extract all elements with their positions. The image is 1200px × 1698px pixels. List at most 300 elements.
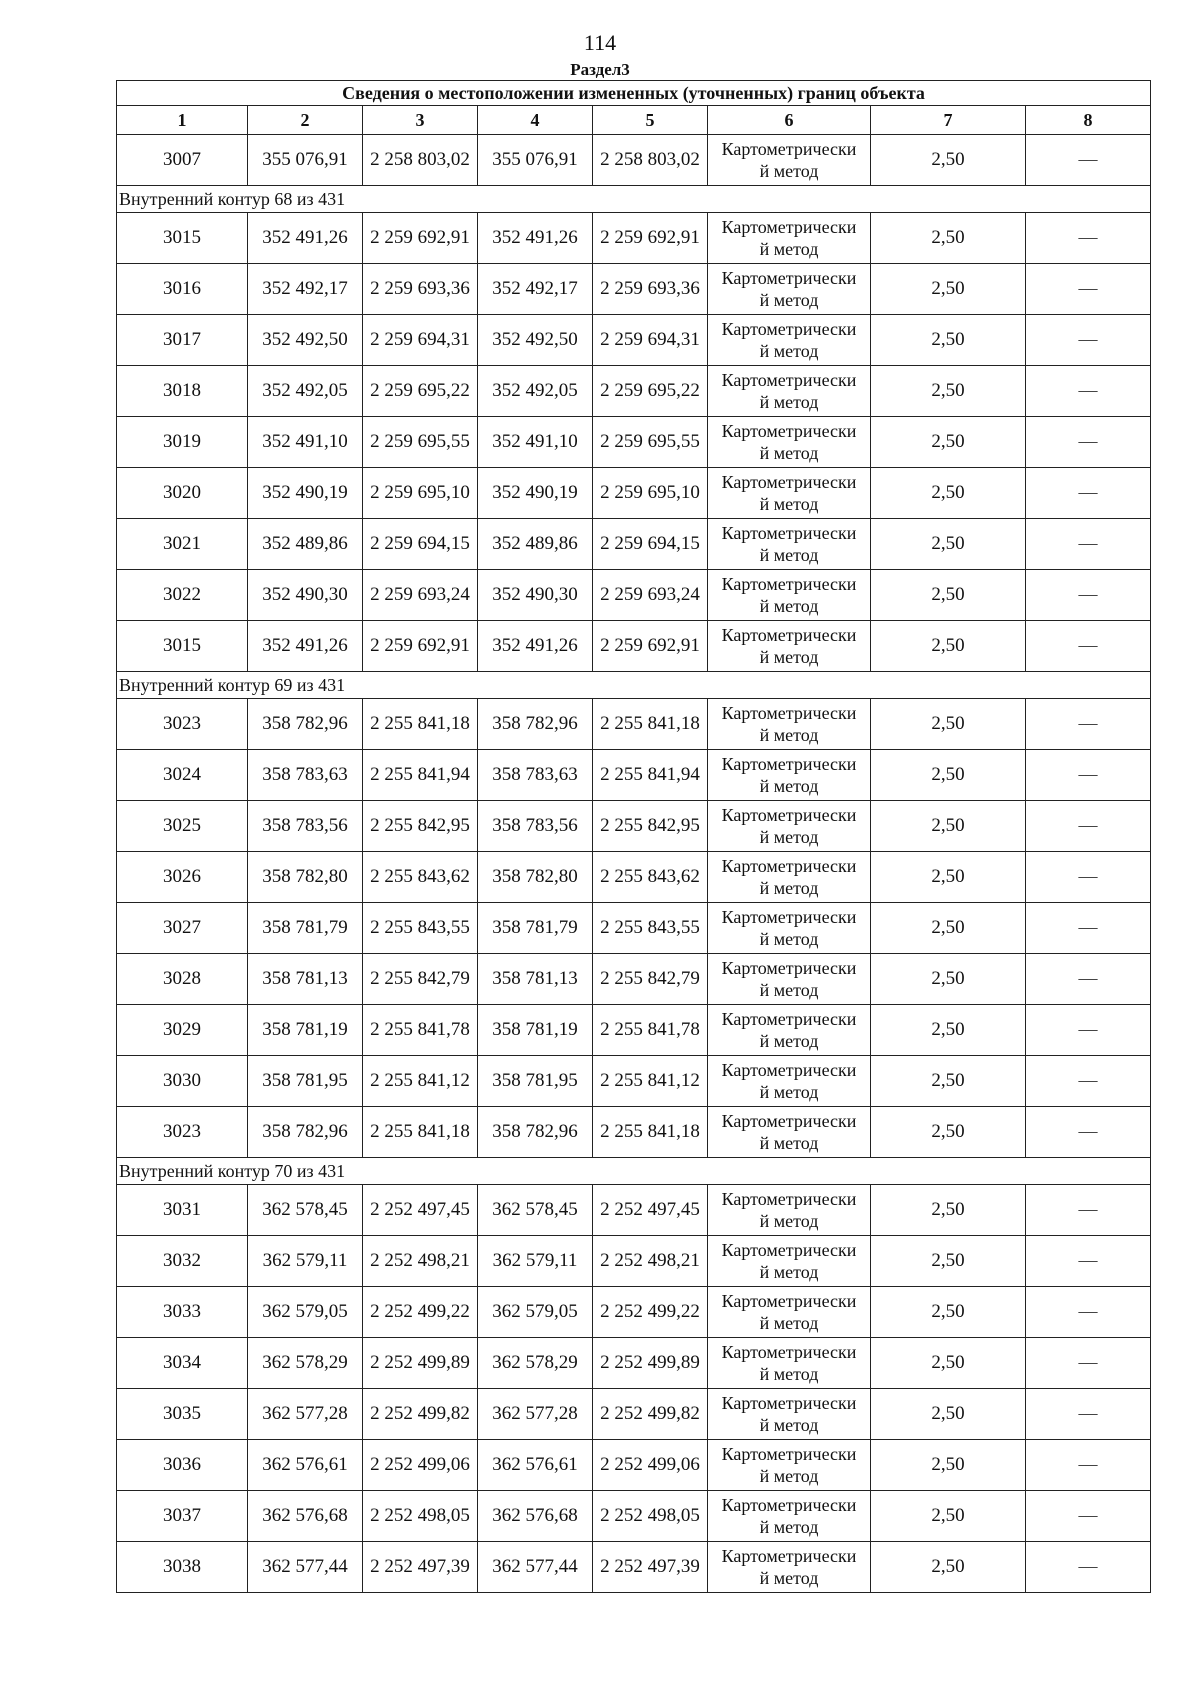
- column-number: 7: [871, 106, 1026, 135]
- column-number: 2: [248, 106, 363, 135]
- contour-header-row: [117, 1158, 1151, 1185]
- x-new-cell: 358 782,96: [478, 1107, 593, 1158]
- note-cell: —: [1026, 417, 1151, 468]
- x-existing-cell: 352 491,10: [248, 417, 363, 468]
- x-existing-cell: 352 490,19: [248, 468, 363, 519]
- contour-label: Внутренний контур 68 из 431: [117, 186, 1151, 213]
- method-cell: [708, 1491, 871, 1542]
- y-new-cell: 2 259 694,31: [593, 315, 708, 366]
- x-existing-cell: 352 491,26: [248, 621, 363, 672]
- accuracy-cell: 2,50: [871, 1440, 1026, 1491]
- contour-label: Внутренний контур 69 из 431: [117, 672, 1151, 699]
- point-number-cell: 3019: [117, 417, 248, 468]
- y-existing-cell: 2 255 843,62: [363, 852, 478, 903]
- method-text-line: й метод: [759, 827, 819, 847]
- method-text-line: Картометрически: [721, 472, 857, 492]
- accuracy-cell: 2,50: [871, 1236, 1026, 1287]
- method-cell: [708, 903, 871, 954]
- y-new-cell: 2 259 692,91: [593, 213, 708, 264]
- x-existing-cell: 355 076,91: [248, 135, 363, 186]
- x-existing-cell: 352 492,50: [248, 315, 363, 366]
- note-cell: —: [1026, 264, 1151, 315]
- point-number-cell: 3036: [117, 1440, 248, 1491]
- method-cell: [708, 366, 871, 417]
- method-text-line: Картометрически: [721, 625, 857, 645]
- point-number-cell: 3017: [117, 315, 248, 366]
- y-new-cell: 2 259 695,10: [593, 468, 708, 519]
- note-cell: —: [1026, 366, 1151, 417]
- table-body: [117, 135, 1151, 1593]
- table-row: [117, 366, 1151, 417]
- method-cell: [708, 750, 871, 801]
- method-text-line: й метод: [759, 725, 819, 745]
- note-cell: —: [1026, 1005, 1151, 1056]
- method-text-line: й метод: [759, 341, 819, 361]
- x-new-cell: 362 576,61: [478, 1440, 593, 1491]
- x-existing-cell: 358 782,80: [248, 852, 363, 903]
- table-row: [117, 1389, 1151, 1440]
- y-existing-cell: 2 255 841,18: [363, 699, 478, 750]
- x-existing-cell: 358 783,63: [248, 750, 363, 801]
- table-row: [117, 1287, 1151, 1338]
- x-existing-cell: 358 781,79: [248, 903, 363, 954]
- note-cell: —: [1026, 1056, 1151, 1107]
- method-text-line: Картометрически: [721, 1111, 857, 1131]
- method-text-line: Картометрически: [721, 370, 857, 390]
- note-cell: —: [1026, 852, 1151, 903]
- section-label: Раздел3: [570, 60, 630, 79]
- accuracy-cell: 2,50: [871, 570, 1026, 621]
- y-existing-cell: 2 255 842,95: [363, 801, 478, 852]
- y-new-cell: 2 255 841,94: [593, 750, 708, 801]
- accuracy-cell: 2,50: [871, 519, 1026, 570]
- x-new-cell: 362 579,11: [478, 1236, 593, 1287]
- point-number-cell: 3024: [117, 750, 248, 801]
- column-number: 3: [363, 106, 478, 135]
- y-existing-cell: 2 255 842,79: [363, 954, 478, 1005]
- x-new-cell: 358 781,19: [478, 1005, 593, 1056]
- accuracy-cell: 2,50: [871, 1389, 1026, 1440]
- boundary-table: [116, 80, 1151, 1593]
- x-existing-cell: 352 489,86: [248, 519, 363, 570]
- method-cell: [708, 621, 871, 672]
- y-existing-cell: 2 252 499,82: [363, 1389, 478, 1440]
- y-new-cell: 2 252 497,45: [593, 1185, 708, 1236]
- x-new-cell: 352 491,10: [478, 417, 593, 468]
- x-existing-cell: 362 579,05: [248, 1287, 363, 1338]
- x-existing-cell: 358 783,56: [248, 801, 363, 852]
- method-text-line: Картометрически: [721, 319, 857, 339]
- point-number-cell: 3020: [117, 468, 248, 519]
- method-cell: [708, 1005, 871, 1056]
- point-number-cell: 3037: [117, 1491, 248, 1542]
- y-existing-cell: 2 252 499,22: [363, 1287, 478, 1338]
- x-new-cell: 352 490,30: [478, 570, 593, 621]
- y-existing-cell: 2 252 498,05: [363, 1491, 478, 1542]
- method-text-line: Картометрически: [721, 1240, 857, 1260]
- note-cell: —: [1026, 468, 1151, 519]
- note-cell: —: [1026, 1185, 1151, 1236]
- contour-label: Внутренний контур 70 из 431: [117, 1158, 1151, 1185]
- y-new-cell: 2 252 499,06: [593, 1440, 708, 1491]
- table-row: [117, 570, 1151, 621]
- method-text-line: й метод: [759, 161, 819, 181]
- y-existing-cell: 2 258 803,02: [363, 135, 478, 186]
- x-existing-cell: 358 782,96: [248, 699, 363, 750]
- method-cell: [708, 519, 871, 570]
- method-cell: [708, 1440, 871, 1491]
- table-row: [117, 417, 1151, 468]
- x-new-cell: 355 076,91: [478, 135, 593, 186]
- y-new-cell: 2 255 842,95: [593, 801, 708, 852]
- x-new-cell: 358 781,95: [478, 1056, 593, 1107]
- x-new-cell: 352 492,50: [478, 315, 593, 366]
- column-number: 8: [1026, 106, 1151, 135]
- y-new-cell: 2 255 841,18: [593, 1107, 708, 1158]
- y-existing-cell: 2 255 841,12: [363, 1056, 478, 1107]
- note-cell: —: [1026, 1491, 1151, 1542]
- accuracy-cell: 2,50: [871, 264, 1026, 315]
- method-text-line: Картометрически: [721, 1291, 857, 1311]
- contour-header-row: [117, 672, 1151, 699]
- table-row: [117, 264, 1151, 315]
- y-existing-cell: 2 259 694,31: [363, 315, 478, 366]
- method-text-line: й метод: [759, 929, 819, 949]
- x-existing-cell: 358 781,13: [248, 954, 363, 1005]
- method-text-line: й метод: [759, 878, 819, 898]
- method-text-line: Картометрически: [721, 217, 857, 237]
- x-existing-cell: 362 579,11: [248, 1236, 363, 1287]
- x-existing-cell: 352 491,26: [248, 213, 363, 264]
- point-number-cell: 3025: [117, 801, 248, 852]
- note-cell: —: [1026, 1287, 1151, 1338]
- column-number: 4: [478, 106, 593, 135]
- x-existing-cell: 358 781,95: [248, 1056, 363, 1107]
- method-cell: [708, 264, 871, 315]
- accuracy-cell: 2,50: [871, 1185, 1026, 1236]
- method-text-line: Картометрически: [721, 1189, 857, 1209]
- y-new-cell: 2 252 498,21: [593, 1236, 708, 1287]
- y-new-cell: 2 255 843,55: [593, 903, 708, 954]
- y-existing-cell: 2 255 841,94: [363, 750, 478, 801]
- column-number: 6: [708, 106, 871, 135]
- point-number-cell: 3015: [117, 621, 248, 672]
- method-text-line: й метод: [759, 1517, 819, 1537]
- method-text-line: Картометрически: [721, 1495, 857, 1515]
- accuracy-cell: 2,50: [871, 1056, 1026, 1107]
- accuracy-cell: 2,50: [871, 621, 1026, 672]
- y-new-cell: 2 252 499,82: [593, 1389, 708, 1440]
- method-text-line: Картометрически: [721, 1546, 857, 1566]
- x-new-cell: 352 489,86: [478, 519, 593, 570]
- accuracy-cell: 2,50: [871, 1491, 1026, 1542]
- method-cell: [708, 1287, 871, 1338]
- point-number-cell: 3029: [117, 1005, 248, 1056]
- y-new-cell: 2 259 693,24: [593, 570, 708, 621]
- table-row: [117, 1491, 1151, 1542]
- x-new-cell: 362 578,29: [478, 1338, 593, 1389]
- method-text-line: Картометрически: [721, 574, 857, 594]
- y-new-cell: 2 255 841,12: [593, 1056, 708, 1107]
- accuracy-cell: 2,50: [871, 1287, 1026, 1338]
- table-row: [117, 1542, 1151, 1593]
- method-cell: [708, 852, 871, 903]
- point-number-cell: 3038: [117, 1542, 248, 1593]
- y-existing-cell: 2 259 692,91: [363, 213, 478, 264]
- method-text-line: Картометрически: [721, 703, 857, 723]
- y-new-cell: 2 255 841,78: [593, 1005, 708, 1056]
- method-text-line: й метод: [759, 596, 819, 616]
- note-cell: —: [1026, 699, 1151, 750]
- y-existing-cell: 2 259 692,91: [363, 621, 478, 672]
- method-text-line: й метод: [759, 545, 819, 565]
- method-text-line: Картометрически: [721, 1393, 857, 1413]
- note-cell: —: [1026, 801, 1151, 852]
- point-number-cell: 3028: [117, 954, 248, 1005]
- accuracy-cell: 2,50: [871, 852, 1026, 903]
- point-number-cell: 3034: [117, 1338, 248, 1389]
- table-row: [117, 519, 1151, 570]
- y-existing-cell: 2 259 695,10: [363, 468, 478, 519]
- x-existing-cell: 352 490,30: [248, 570, 363, 621]
- y-existing-cell: 2 252 497,45: [363, 1185, 478, 1236]
- x-new-cell: 362 577,44: [478, 1542, 593, 1593]
- method-cell: [708, 570, 871, 621]
- method-cell: [708, 1107, 871, 1158]
- method-text-line: й метод: [759, 392, 819, 412]
- y-new-cell: 2 255 843,62: [593, 852, 708, 903]
- table-title: Сведения о местоположении измененных (уточненных) границ объекта: [117, 81, 1151, 106]
- table-row: [117, 1056, 1151, 1107]
- method-text-line: й метод: [759, 647, 819, 667]
- y-existing-cell: 2 259 695,22: [363, 366, 478, 417]
- table-row: [117, 1338, 1151, 1389]
- y-new-cell: 2 259 695,22: [593, 366, 708, 417]
- x-existing-cell: 362 578,45: [248, 1185, 363, 1236]
- method-cell: [708, 213, 871, 264]
- y-existing-cell: 2 255 841,78: [363, 1005, 478, 1056]
- table-row: [117, 135, 1151, 186]
- point-number-cell: 3015: [117, 213, 248, 264]
- method-cell: [708, 1236, 871, 1287]
- method-text-line: Картометрически: [721, 1444, 857, 1464]
- accuracy-cell: 2,50: [871, 366, 1026, 417]
- method-cell: [708, 1542, 871, 1593]
- table-row: [117, 1005, 1151, 1056]
- method-text-line: й метод: [759, 776, 819, 796]
- accuracy-cell: 2,50: [871, 417, 1026, 468]
- table-row: [117, 315, 1151, 366]
- x-new-cell: 352 491,26: [478, 621, 593, 672]
- page-number: 114: [583, 30, 617, 55]
- table-row: [117, 1236, 1151, 1287]
- point-number-cell: 3033: [117, 1287, 248, 1338]
- method-text-line: Картометрически: [721, 139, 857, 159]
- method-text-line: й метод: [759, 1031, 819, 1051]
- method-cell: [708, 1185, 871, 1236]
- note-cell: —: [1026, 1440, 1151, 1491]
- x-new-cell: 362 579,05: [478, 1287, 593, 1338]
- point-number-cell: 3016: [117, 264, 248, 315]
- method-text-line: Картометрически: [721, 856, 857, 876]
- note-cell: —: [1026, 903, 1151, 954]
- table-row: [117, 903, 1151, 954]
- note-cell: —: [1026, 570, 1151, 621]
- accuracy-cell: 2,50: [871, 801, 1026, 852]
- x-existing-cell: 352 492,17: [248, 264, 363, 315]
- note-cell: —: [1026, 1542, 1151, 1593]
- x-new-cell: 358 781,79: [478, 903, 593, 954]
- x-new-cell: 358 783,56: [478, 801, 593, 852]
- method-text-line: Картометрически: [721, 805, 857, 825]
- method-text-line: й метод: [759, 980, 819, 1000]
- x-new-cell: 358 781,13: [478, 954, 593, 1005]
- method-cell: [708, 699, 871, 750]
- method-text-line: Картометрически: [721, 1060, 857, 1080]
- y-existing-cell: 2 259 693,24: [363, 570, 478, 621]
- point-number-cell: 3031: [117, 1185, 248, 1236]
- x-existing-cell: 362 577,28: [248, 1389, 363, 1440]
- note-cell: —: [1026, 213, 1151, 264]
- method-text-line: Картометрически: [721, 907, 857, 927]
- method-cell: [708, 315, 871, 366]
- table-row: [117, 213, 1151, 264]
- y-new-cell: 2 255 841,18: [593, 699, 708, 750]
- method-text-line: Картометрически: [721, 1009, 857, 1029]
- table-row: [117, 468, 1151, 519]
- method-text-line: й метод: [759, 494, 819, 514]
- accuracy-cell: 2,50: [871, 699, 1026, 750]
- x-new-cell: 358 783,63: [478, 750, 593, 801]
- note-cell: —: [1026, 1389, 1151, 1440]
- x-new-cell: 352 490,19: [478, 468, 593, 519]
- accuracy-cell: 2,50: [871, 135, 1026, 186]
- table-row: [117, 852, 1151, 903]
- method-text-line: й метод: [759, 1364, 819, 1384]
- point-number-cell: 3030: [117, 1056, 248, 1107]
- method-text-line: й метод: [759, 1262, 819, 1282]
- table-row: [117, 699, 1151, 750]
- accuracy-cell: 2,50: [871, 954, 1026, 1005]
- method-text-line: й метод: [759, 239, 819, 259]
- method-text-line: Картометрически: [721, 421, 857, 441]
- x-new-cell: 352 492,05: [478, 366, 593, 417]
- point-number-cell: 3023: [117, 1107, 248, 1158]
- method-cell: [708, 1056, 871, 1107]
- method-text-line: й метод: [759, 1415, 819, 1435]
- column-number: 1: [117, 106, 248, 135]
- y-existing-cell: 2 252 497,39: [363, 1542, 478, 1593]
- method-text-line: Картометрически: [721, 958, 857, 978]
- method-text-line: й метод: [759, 443, 819, 463]
- x-new-cell: 362 578,45: [478, 1185, 593, 1236]
- x-new-cell: 362 576,68: [478, 1491, 593, 1542]
- y-new-cell: 2 252 497,39: [593, 1542, 708, 1593]
- y-new-cell: 2 258 803,02: [593, 135, 708, 186]
- method-text-line: Картометрически: [721, 268, 857, 288]
- point-number-cell: 3018: [117, 366, 248, 417]
- x-new-cell: 358 782,96: [478, 699, 593, 750]
- y-existing-cell: 2 252 499,89: [363, 1338, 478, 1389]
- x-existing-cell: 358 781,19: [248, 1005, 363, 1056]
- method-text-line: й метод: [759, 1133, 819, 1153]
- method-text-line: Картометрически: [721, 754, 857, 774]
- x-new-cell: 352 491,26: [478, 213, 593, 264]
- y-existing-cell: 2 255 843,55: [363, 903, 478, 954]
- accuracy-cell: 2,50: [871, 315, 1026, 366]
- method-text-line: й метод: [759, 1211, 819, 1231]
- x-existing-cell: 362 578,29: [248, 1338, 363, 1389]
- method-text-line: й метод: [759, 1466, 819, 1486]
- note-cell: —: [1026, 1107, 1151, 1158]
- x-existing-cell: 358 782,96: [248, 1107, 363, 1158]
- accuracy-cell: 2,50: [871, 1338, 1026, 1389]
- note-cell: —: [1026, 954, 1151, 1005]
- accuracy-cell: 2,50: [871, 1005, 1026, 1056]
- note-cell: —: [1026, 135, 1151, 186]
- point-number-cell: 3023: [117, 699, 248, 750]
- point-number-cell: 3035: [117, 1389, 248, 1440]
- point-number-cell: 3022: [117, 570, 248, 621]
- contour-header-row: [117, 186, 1151, 213]
- method-cell: [708, 1338, 871, 1389]
- x-new-cell: 352 492,17: [478, 264, 593, 315]
- note-cell: —: [1026, 750, 1151, 801]
- x-existing-cell: 352 492,05: [248, 366, 363, 417]
- y-existing-cell: 2 259 693,36: [363, 264, 478, 315]
- method-cell: [708, 468, 871, 519]
- y-new-cell: 2 255 842,79: [593, 954, 708, 1005]
- accuracy-cell: 2,50: [871, 468, 1026, 519]
- table-row: [117, 1185, 1151, 1236]
- method-text-line: Картометрически: [721, 1342, 857, 1362]
- table-row: [117, 750, 1151, 801]
- point-number-cell: 3027: [117, 903, 248, 954]
- method-text-line: й метод: [759, 290, 819, 310]
- y-new-cell: 2 259 693,36: [593, 264, 708, 315]
- note-cell: —: [1026, 621, 1151, 672]
- x-new-cell: 362 577,28: [478, 1389, 593, 1440]
- y-existing-cell: 2 255 841,18: [363, 1107, 478, 1158]
- y-new-cell: 2 252 499,89: [593, 1338, 708, 1389]
- method-cell: [708, 801, 871, 852]
- accuracy-cell: 2,50: [871, 903, 1026, 954]
- point-number-cell: 3026: [117, 852, 248, 903]
- note-cell: —: [1026, 519, 1151, 570]
- point-number-cell: 3021: [117, 519, 248, 570]
- accuracy-cell: 2,50: [871, 1107, 1026, 1158]
- y-existing-cell: 2 252 499,06: [363, 1440, 478, 1491]
- note-cell: —: [1026, 1338, 1151, 1389]
- method-cell: [708, 954, 871, 1005]
- table-row: [117, 621, 1151, 672]
- accuracy-cell: 2,50: [871, 750, 1026, 801]
- note-cell: —: [1026, 315, 1151, 366]
- y-new-cell: 2 259 694,15: [593, 519, 708, 570]
- method-text-line: й метод: [759, 1313, 819, 1333]
- column-number: 5: [593, 106, 708, 135]
- point-number-cell: 3007: [117, 135, 248, 186]
- note-cell: —: [1026, 1236, 1151, 1287]
- x-existing-cell: 362 576,61: [248, 1440, 363, 1491]
- method-text-line: й метод: [759, 1082, 819, 1102]
- accuracy-cell: 2,50: [871, 213, 1026, 264]
- table-row: [117, 801, 1151, 852]
- y-existing-cell: 2 259 694,15: [363, 519, 478, 570]
- x-existing-cell: 362 577,44: [248, 1542, 363, 1593]
- method-cell: [708, 417, 871, 468]
- method-cell: [708, 135, 871, 186]
